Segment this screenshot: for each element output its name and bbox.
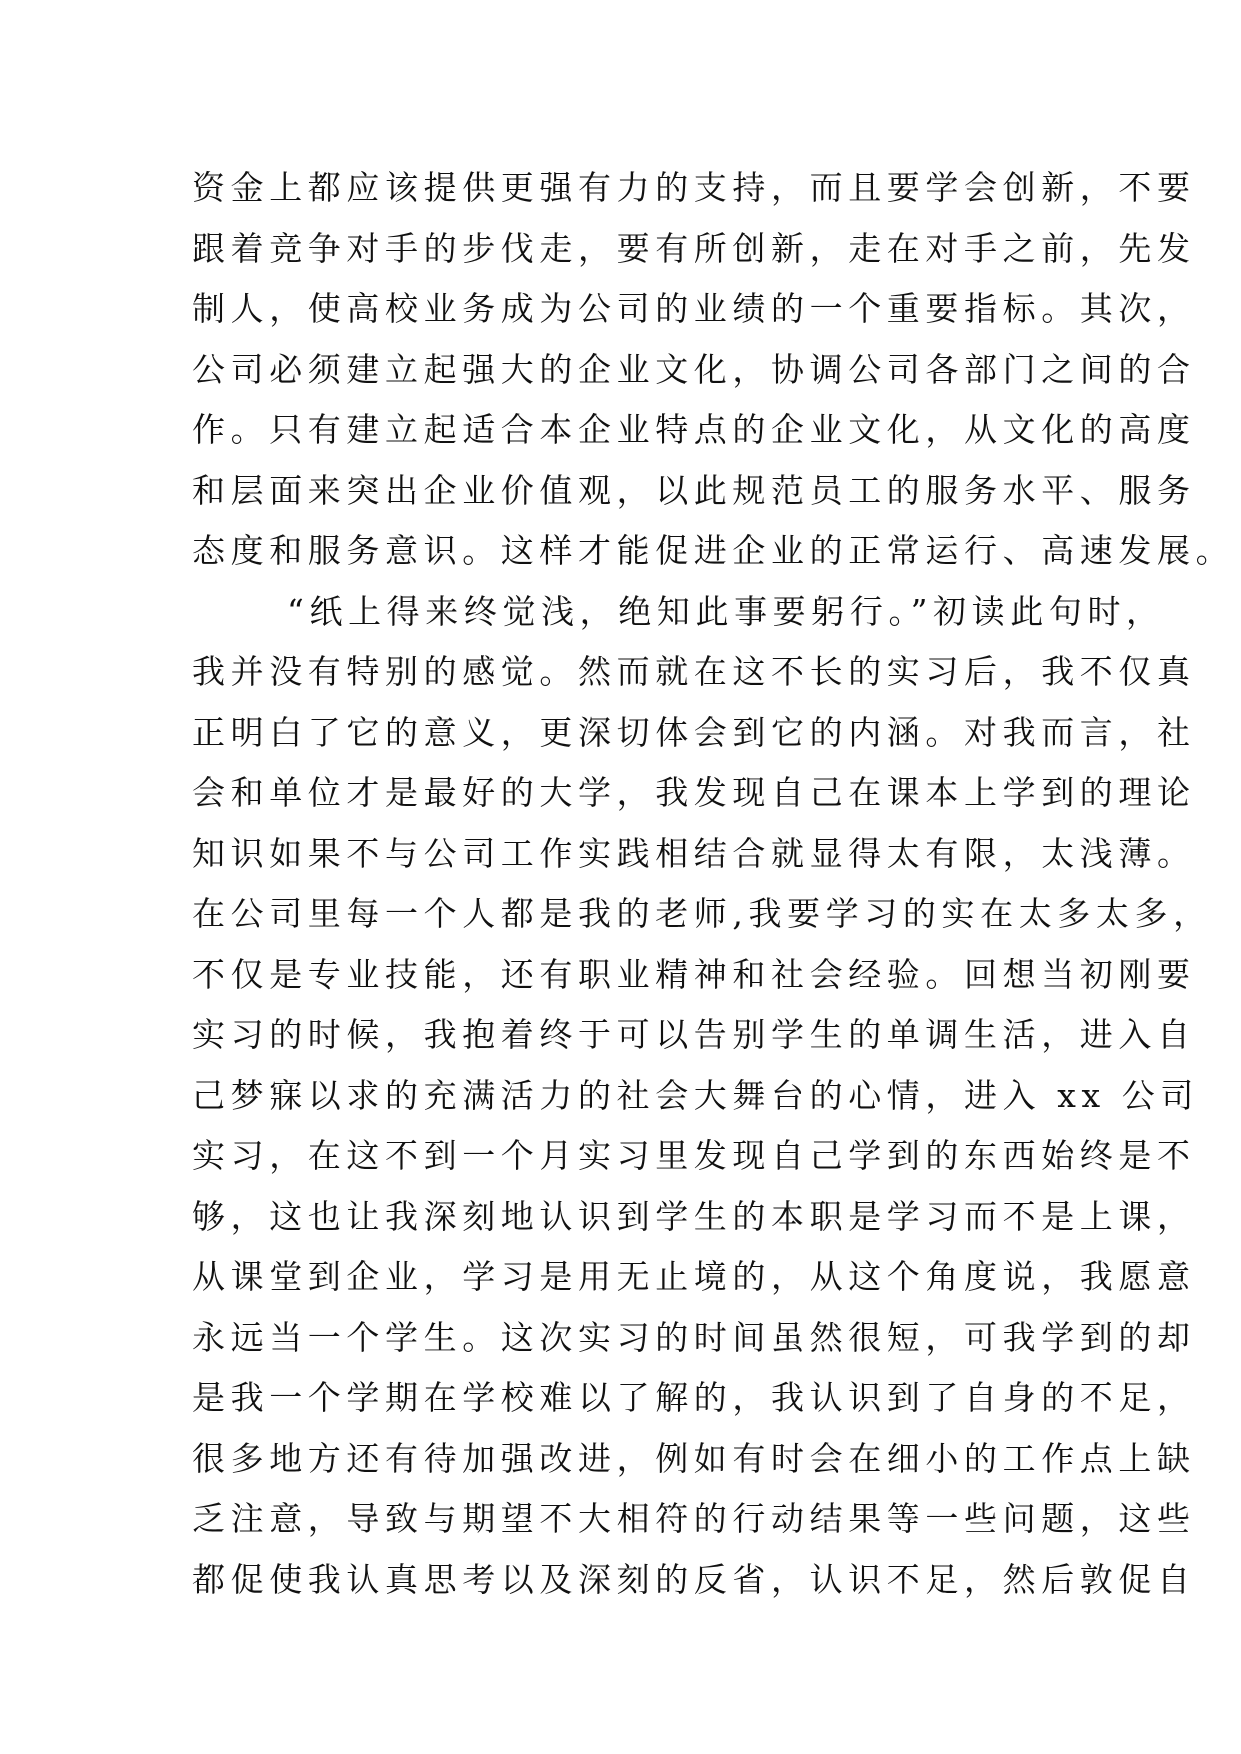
text-line: 会和单位才是最好的大学，我发现自己在课本上学到的理论 [192, 773, 1196, 812]
text-line: 态度和服务意识。这样才能促进企业的正常运行、高速发展。 [192, 531, 1235, 570]
text-line: 永远当一个学生。这次实习的时间虽然很短，可我学到的却 [192, 1317, 1196, 1357]
text-line: 实习，在这不到一个月实习里发现自己学到的东西始终是不 [192, 1136, 1196, 1175]
text-line: 公司必须建立起强大的企业文化，协调公司各部门之间的合 [192, 349, 1196, 389]
text-line: 实习的时候，我抱着终于可以告别学生的单调生活，进入自 [192, 1015, 1196, 1054]
text-line: 我并没有特别的感觉。然而就在这不长的实习后，我不仅真 [192, 652, 1196, 691]
text-line: 够，这也让我深刻地认识到学生的本职是学习而不是上课， [192, 1196, 1196, 1236]
text-line: 资金上都应该提供更强有力的支持，而且要学会创新，不要 [192, 168, 1196, 207]
text-line: 正明白了它的意义，更深切体会到它的内涵。对我而言，社 [192, 712, 1196, 752]
text-line: 知识如果不与公司工作实践相结合就显得太有限，太浅薄。 [192, 833, 1196, 873]
text-line: 都促使我认真思考以及深刻的反省，认识不足，然后敦促自 [192, 1559, 1196, 1599]
text-line: 和层面来突出企业价值观，以此规范员工的服务水平、服务 [192, 470, 1196, 510]
text-line: 作。只有建立起适合本企业特点的企业文化，从文化的高度 [192, 410, 1196, 449]
body-text [192, 158, 1235, 1610]
text-line: 在公司里每一个人都是我的老师,我要学习的实在太多太多， [192, 894, 1212, 933]
paragraph-first-line: “纸上得来终觉浅，绝知此事要躬行。”初读此句时， [287, 591, 1165, 631]
text-line: 制人，使高校业务成为公司的业绩的一个重要指标。其次， [192, 289, 1196, 328]
text-line: 跟着竞争对手的步伐走，要有所创新，走在对手之前，先发 [192, 228, 1196, 268]
text-line: 乏注意，导致与期望不大相符的行动结果等一些问题，这些 [192, 1499, 1196, 1538]
text-line: 从课堂到企业，学习是用无止境的，从这个角度说，我愿意 [192, 1257, 1196, 1296]
text-line: 不仅是专业技能，还有职业精神和社会经验。回想当初刚要 [192, 954, 1196, 994]
text-line: 是我一个学期在学校难以了解的，我认识到了自身的不足， [192, 1378, 1196, 1417]
text-line: 很多地方还有待加强改进，例如有时会在细小的工作点上缺 [192, 1438, 1196, 1478]
text-line: 己梦寐以求的充满活力的社会大舞台的心情，进入 xx 公司 [192, 1075, 1200, 1115]
